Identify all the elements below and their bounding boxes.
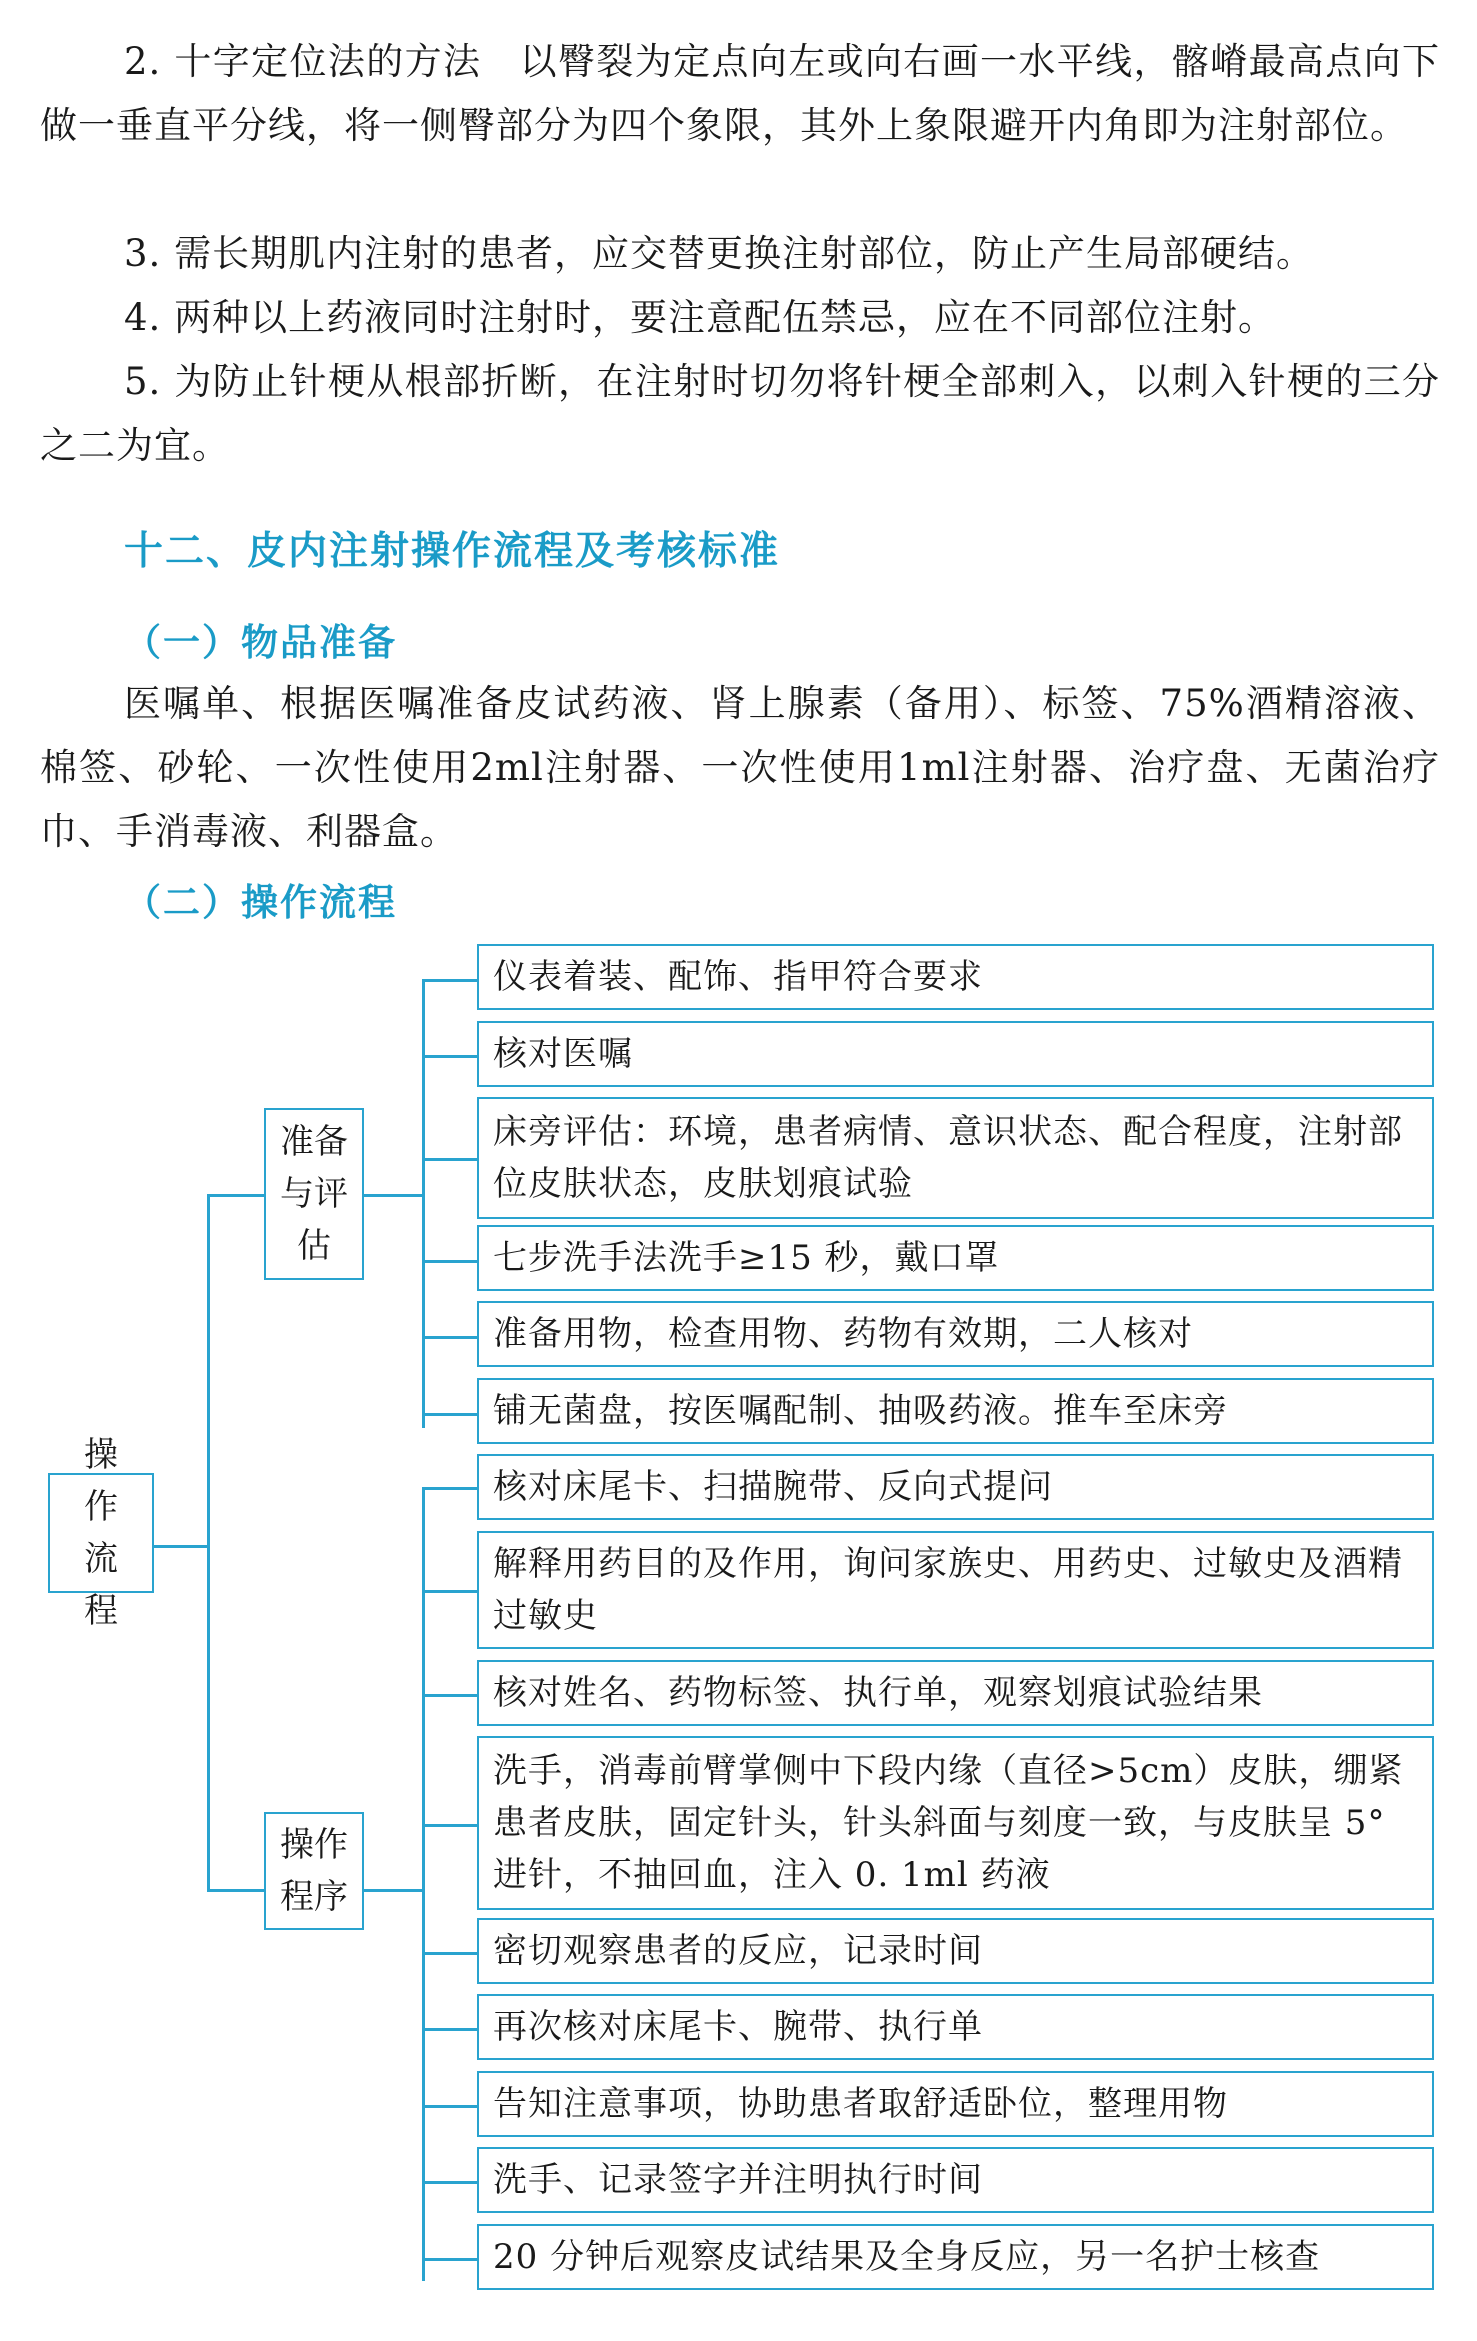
section-title: 十二、皮内注射操作流程及考核标准 (124, 529, 781, 574)
connector-line (422, 1055, 477, 1058)
prep-step: 核对医嘱 (477, 1021, 1434, 1087)
op-step: 再次核对床尾卡、腕带、执行单 (477, 1994, 1434, 2060)
connector-line (422, 1260, 477, 1263)
connector-line (422, 979, 477, 982)
connector-line (422, 1336, 477, 1339)
connector-line (422, 2181, 477, 2184)
materials-paragraph: 医嘱单、根据医嘱准备皮试药液、肾上腺素（备用）、标签、75%酒精溶液、棉签、砂轮、一次性使用2ml注射器、一次性使用1ml注射器、治疗盘、无菌治疗巾、手消毒液、利器盒。 (40, 682, 1440, 853)
connector-line (422, 2028, 477, 2031)
flow-branch-procedure: 操作程序 (264, 1812, 364, 1930)
op-step: 解释用药目的及作用，询问家族史、用药史、过敏史及酒精过敏史 (477, 1531, 1434, 1649)
op-step: 洗手、记录签字并注明执行时间 (477, 2147, 1434, 2213)
prep-step: 七步洗手法洗手≥15 秒，戴口罩 (477, 1225, 1434, 1291)
flow-branch-prepare-assess: 准备与评估 (264, 1108, 364, 1280)
connector-line (364, 1194, 424, 1197)
paragraph-item-4: 4. 两种以上药液同时注射时，要注意配伍禁忌，应在不同部位注射。 (124, 296, 1277, 339)
connector-line (207, 1194, 264, 1197)
subsection-materials-title: （一）物品准备 (124, 621, 397, 664)
op-step: 核对床尾卡、扫描腕带、反向式提问 (477, 1454, 1434, 1520)
connector-line (154, 1545, 209, 1548)
op-step: 告知注意事项，协助患者取舒适卧位，整理用物 (477, 2071, 1434, 2137)
connector-line (422, 1694, 477, 1697)
prep-step: 铺无菌盘，按医嘱配制、抽吸药液。推车至床旁 (477, 1378, 1434, 1444)
op-step: 20 分钟后观察皮试结果及全身反应，另一名护士核查 (477, 2224, 1434, 2290)
connector-line (207, 1889, 264, 1892)
subsection-flow-title: （二）操作流程 (124, 881, 397, 924)
connector-line (422, 2105, 477, 2108)
paragraph-item-5: 5. 为防止针梗从根部折断，在注射时切勿将针梗全部刺入，以刺入针梗的三分之二为宜。 (40, 360, 1440, 467)
op-step: 核对姓名、药物标签、执行单，观察划痕试验结果 (477, 1660, 1434, 1726)
connector-line (422, 1824, 477, 1827)
connector-line (422, 979, 425, 1428)
prep-step: 仪表着装、配饰、指甲符合要求 (477, 944, 1434, 1010)
op-step: 洗手，消毒前臂掌侧中下段内缘（直径>5cm）皮肤，绷紧患者皮肤，固定针头，针头斜面与刻度一致，与皮肤呈 5°进针，不抽回血，注入 0. 1ml 药液 (477, 1736, 1434, 1910)
prep-step: 床旁评估：环境，患者病情、意识状态、配合程度，注射部位皮肤状态，皮肤划痕试验 (477, 1097, 1434, 1219)
connector-line (422, 1158, 477, 1161)
connector-line (422, 1413, 477, 1416)
connector-line (422, 1590, 477, 1593)
paragraph-item-2: 2. 十字定位法的方法 以臀裂为定点向左或向右画一水平线，髂嵴最高点向下做一垂直平分线，将一侧臀部分为四个象限，其外上象限避开内角即为注射部位。 (40, 40, 1440, 147)
connector-line (422, 1487, 425, 2281)
flow-root-node: 操作流程 (48, 1473, 154, 1593)
connector-line (207, 1194, 210, 1892)
connector-line (364, 1889, 424, 1892)
connector-line (422, 1952, 477, 1955)
op-step: 密切观察患者的反应，记录时间 (477, 1918, 1434, 1984)
paragraph-item-3: 3. 需长期肌内注射的患者，应交替更换注射部位，防止产生局部硬结。 (124, 232, 1315, 275)
connector-line (422, 1487, 477, 1490)
connector-line (422, 2258, 477, 2261)
prep-step: 准备用物，检查用物、药物有效期，二人核对 (477, 1301, 1434, 1367)
